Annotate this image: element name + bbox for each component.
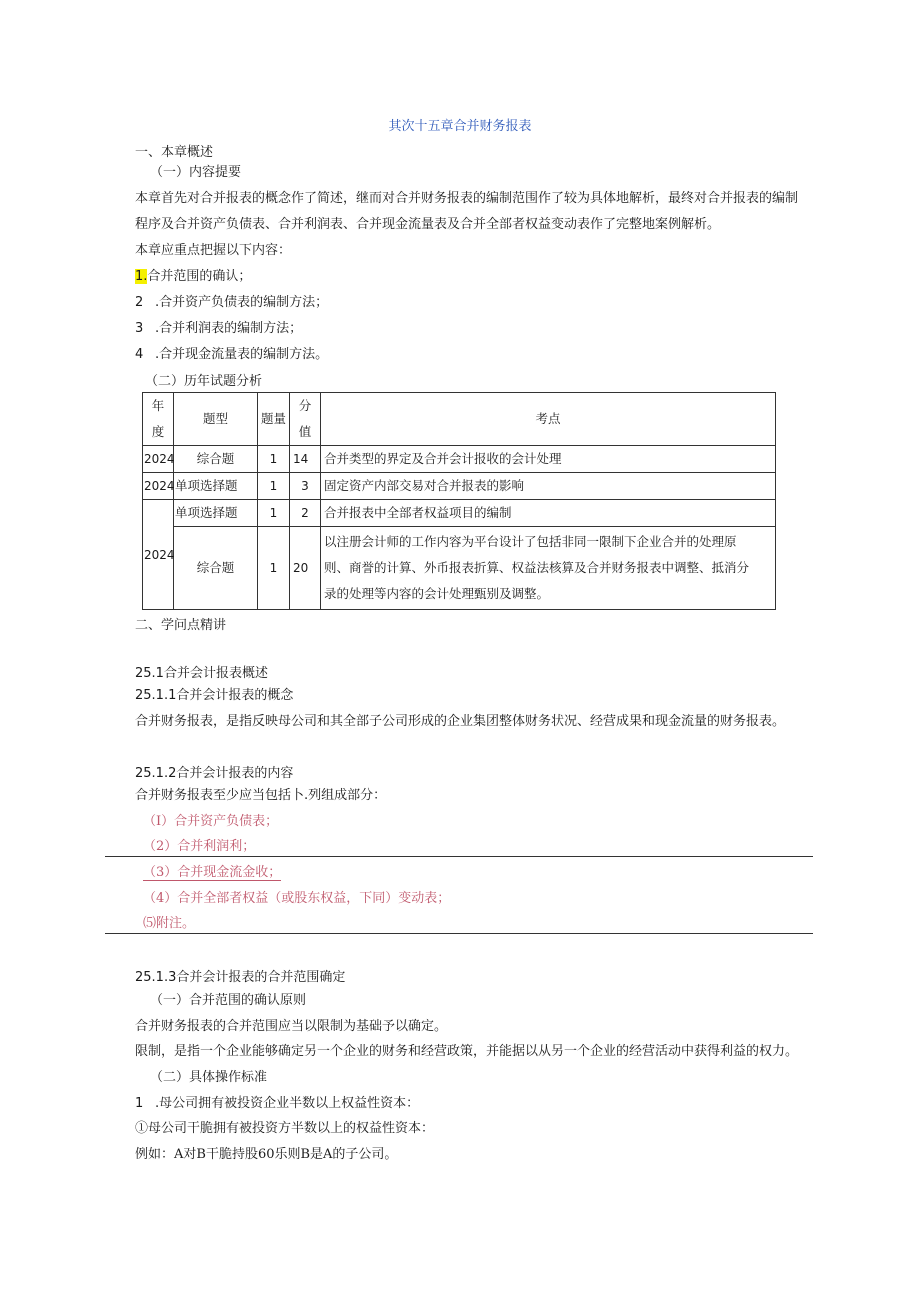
intro-line-1: 本章首先对合并报表的概念作了简述，继而对合并财务报表的编制范围作了较为具体地解析，最终对合并报表的编制 bbox=[135, 191, 799, 206]
divider-line bbox=[105, 856, 813, 857]
column-header-score: 分值 bbox=[290, 393, 321, 446]
cell-score: 20 bbox=[290, 527, 321, 610]
list-item-number: 4 bbox=[135, 347, 144, 362]
list-item-text: .合并现金流量表的编制方法。 bbox=[155, 347, 329, 362]
list-item: （I）合并资产负债表； bbox=[143, 814, 279, 829]
list-item bbox=[135, 346, 328, 364]
cell-point: 合并类型的界定及合并会计报收的会计处理 bbox=[321, 446, 776, 473]
column-header-point: 考点 bbox=[321, 393, 776, 446]
cell-count: 1 bbox=[258, 500, 290, 527]
subheading-principle: （一）合并范围的确认原则 bbox=[150, 993, 307, 1008]
cell-year: 2024 bbox=[143, 473, 174, 500]
list-item-number: 2 bbox=[135, 295, 144, 310]
cell-type: 单项选择题 bbox=[174, 500, 258, 527]
table-header-row bbox=[143, 393, 776, 446]
cell-point: 固定资产内部交易对合并报表的影响 bbox=[321, 473, 776, 500]
list-item-text: 合并范围的确认； bbox=[147, 269, 252, 284]
cell-year: 2024 bbox=[143, 446, 174, 473]
heading-25-1-3: 25.1.3合并会计报表的合并范围确定 bbox=[135, 970, 346, 985]
list-item-text: .合并资产负债表的编制方法； bbox=[155, 295, 329, 310]
list-item: （2）合并利润利； bbox=[143, 839, 256, 854]
heading-25-1-1: 25.1.1合并会计报表的概念 bbox=[135, 688, 294, 703]
cell-score: 2 bbox=[290, 500, 321, 527]
criteria-subitem: ①母公司干脆拥有被投资方半数以上的权益性资本： bbox=[135, 1121, 435, 1136]
list-item-text: .合并利润表的编制方法； bbox=[155, 321, 303, 336]
list-item bbox=[135, 268, 251, 286]
column-header-year: 年度 bbox=[143, 393, 174, 446]
paragraph-control: 限制，是指一个企业能够确定另一个企业的财务和经营政策，并能据以从另一个企业的经营活动中获得利益的权力。 bbox=[135, 1044, 799, 1059]
list-item bbox=[135, 320, 302, 338]
subheading-summary: （一）内容提要 bbox=[150, 165, 242, 180]
section-heading-knowledge: 二、学问点精讲 bbox=[135, 618, 227, 633]
heading-25-1: 25.1合并会计报表概述 bbox=[135, 666, 268, 681]
paragraph-scope: 合并财务报表的合并范围应当以限制为基础予以确定。 bbox=[135, 1019, 448, 1034]
criteria-item-number: 1 bbox=[135, 1096, 144, 1111]
subheading-criteria: （二）具体操作标准 bbox=[150, 1070, 268, 1085]
table-row bbox=[143, 473, 776, 500]
table-row bbox=[143, 446, 776, 473]
cell-point: 合并报表中全部者权益项目的编制 bbox=[321, 500, 776, 527]
criteria-item-text: .母公司拥有被投资企业半数以上权益性资本： bbox=[155, 1096, 420, 1111]
cell-point bbox=[321, 527, 776, 610]
cell-score: 14 bbox=[290, 446, 321, 473]
cell-score: 3 bbox=[290, 473, 321, 500]
cell-point-line: 以注册会计师的工作内容为平台设计了包括非同一限制下企业合并的处理原 bbox=[324, 534, 737, 549]
table-row bbox=[143, 527, 776, 610]
list-item-number: 3 bbox=[135, 321, 144, 336]
section-heading-overview: 一、本章概述 bbox=[135, 145, 214, 160]
cell-count: 1 bbox=[258, 446, 290, 473]
document-title: 其次十五章合并财务报表 bbox=[388, 119, 532, 134]
paragraph-contents: 合并财务报表至少应当包括卜.列组成部分： bbox=[135, 788, 387, 803]
intro-line-2: 程序及合并资产负债表、合并利润表、合并现金流量表及合并全部者权益变动表作了完整地案例解析。 bbox=[135, 217, 721, 232]
cell-type: 单项选择题 bbox=[174, 473, 258, 500]
cell-type: 综合题 bbox=[174, 527, 258, 610]
column-header-type: 题型 bbox=[174, 393, 258, 446]
table-row bbox=[143, 500, 776, 527]
subheading-exam-analysis: （二）历年试题分析 bbox=[145, 374, 263, 389]
list-item bbox=[143, 864, 281, 882]
cell-count: 1 bbox=[258, 473, 290, 500]
list-item: ⑸附注。 bbox=[143, 916, 196, 931]
example-text: 例如：A对B干脆持股60乐则B是A的子公司。 bbox=[135, 1147, 398, 1162]
cell-point-line: 则、商誉的计算、外币报表折算、权益法核算及合并财务报表中调整、抵消分 bbox=[324, 560, 750, 575]
cell-point-line: 录的处理等内容的会计处理甄别及调整。 bbox=[324, 586, 550, 601]
cell-count: 1 bbox=[258, 527, 290, 610]
list-item-number: 1. bbox=[135, 269, 148, 284]
criteria-item bbox=[135, 1095, 419, 1113]
cell-type: 综合题 bbox=[174, 446, 258, 473]
exam-analysis-table bbox=[142, 392, 776, 610]
list-item bbox=[135, 294, 328, 312]
divider-line bbox=[105, 933, 813, 934]
cell-year: 2024 bbox=[143, 500, 174, 610]
list-item: （4）合并全部者权益（或股东权益，下同）变动表； bbox=[143, 891, 451, 906]
paragraph-concept: 合并财务报表，是指反映母公司和其全部子公司形成的企业集团整体财务状况、经营成果和现金流量的财务报表。 bbox=[135, 714, 786, 729]
heading-25-1-2: 25.1.2合并会计报表的内容 bbox=[135, 766, 294, 781]
focus-intro: 本章应重点把握以下内容： bbox=[135, 243, 292, 258]
underlined-text: （3）合并现金流金收； bbox=[143, 865, 282, 880]
column-header-count: 题量 bbox=[258, 393, 290, 446]
